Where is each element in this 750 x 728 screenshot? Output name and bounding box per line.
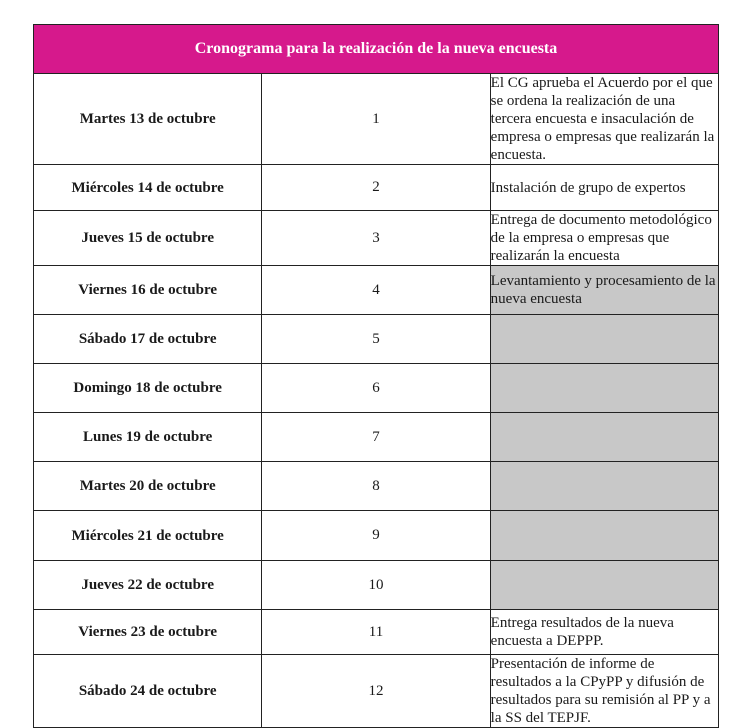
row-date: Jueves 15 de octubre (34, 211, 262, 266)
row-date: Martes 13 de octubre (34, 74, 262, 165)
schedule-row (34, 211, 719, 266)
schedule-row (34, 561, 719, 610)
row-date: Martes 20 de octubre (34, 462, 262, 511)
schedule-row (34, 462, 719, 511)
row-date: Miércoles 14 de octubre (34, 165, 262, 211)
row-date: Jueves 22 de octubre (34, 561, 262, 610)
row-number: 6 (262, 364, 490, 413)
row-description: El CG aprueba el Acuerdo por el que se ordena la realización de una tercera encuesta e insaculación de empresa o empresas que realizarán la encuesta. (490, 74, 718, 165)
row-number: 9 (262, 511, 490, 561)
row-description: Entrega de documento metodológico de la empresa o empresas que realizarán la encuesta (490, 211, 718, 266)
schedule-row (34, 655, 719, 728)
row-description (490, 561, 718, 610)
row-date: Lunes 19 de octubre (34, 413, 262, 462)
row-number: 12 (262, 655, 490, 728)
schedule-row (34, 610, 719, 655)
schedule-row (34, 74, 719, 165)
row-date: Viernes 16 de octubre (34, 266, 262, 315)
row-description (490, 364, 718, 413)
row-number: 2 (262, 165, 490, 211)
row-date: Domingo 18 de octubre (34, 364, 262, 413)
row-number: 3 (262, 211, 490, 266)
schedule-row (34, 413, 719, 462)
row-description: Entrega resultados de la nueva encuesta a DEPPP. (490, 610, 718, 655)
schedule-row (34, 511, 719, 561)
header-row (34, 25, 719, 74)
schedule-row (34, 315, 719, 364)
row-description (490, 511, 718, 561)
row-description: Levantamiento y procesamiento de la nueva encuesta (490, 266, 718, 315)
row-number: 8 (262, 462, 490, 511)
schedule-body (34, 74, 719, 728)
row-description: Instalación de grupo de expertos (490, 165, 718, 211)
row-number: 4 (262, 266, 490, 315)
row-description (490, 413, 718, 462)
row-date: Viernes 23 de octubre (34, 610, 262, 655)
row-date: Sábado 17 de octubre (34, 315, 262, 364)
row-number: 7 (262, 413, 490, 462)
row-description (490, 315, 718, 364)
schedule-table (33, 24, 719, 728)
row-number: 11 (262, 610, 490, 655)
table-title: Cronograma para la realización de la nueva encuesta (34, 25, 719, 74)
schedule-row (34, 266, 719, 315)
row-number: 10 (262, 561, 490, 610)
row-number: 5 (262, 315, 490, 364)
row-description (490, 462, 718, 511)
row-description: Presentación de informe de resultados a la CPyPP y difusión de resultados para su remisión al PP y a la SS del TEPJF. (490, 655, 718, 728)
row-number: 1 (262, 74, 490, 165)
row-date: Sábado 24 de octubre (34, 655, 262, 728)
schedule-row (34, 165, 719, 211)
row-date: Miércoles 21 de octubre (34, 511, 262, 561)
schedule-row (34, 364, 719, 413)
